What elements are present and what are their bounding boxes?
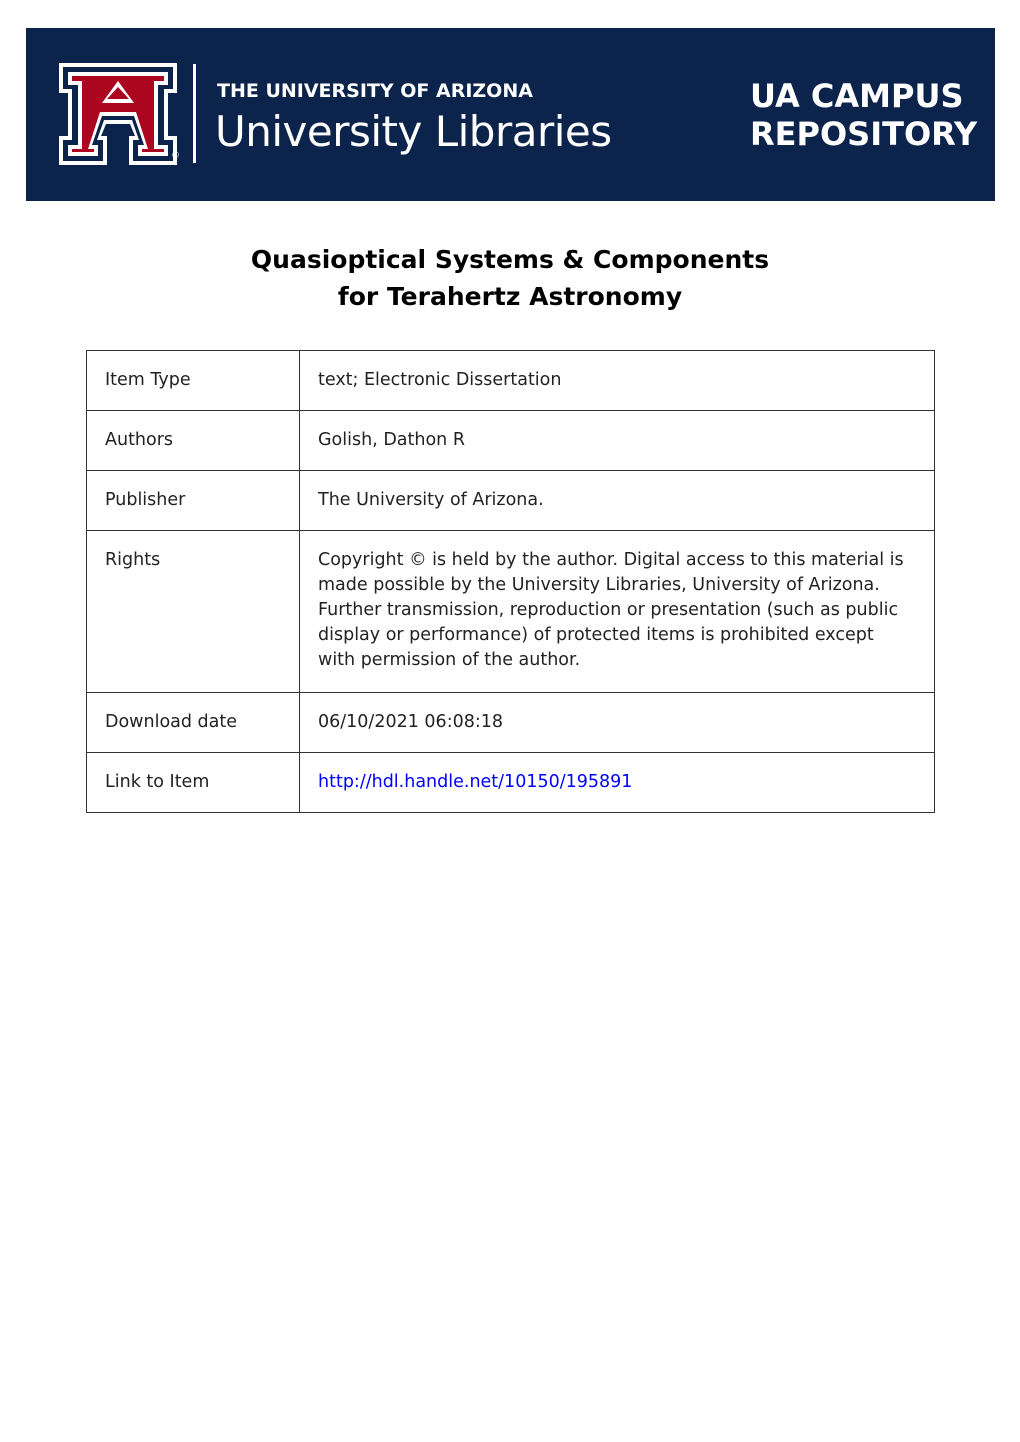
metadata-value: [300, 753, 935, 813]
metadata-label: Authors: [87, 411, 300, 471]
metadata-row-publisher: [87, 471, 935, 531]
institution-name: THE UNIVERSITY OF ARIZONA: [217, 80, 533, 102]
banner-divider: [193, 64, 196, 163]
metadata-value: The University of Arizona.: [300, 471, 935, 531]
document-title: [0, 241, 1020, 315]
registered-trademark-mark: ®: [171, 151, 180, 161]
repository-name-line2: REPOSITORY: [750, 115, 978, 153]
document-title-line2: for Terahertz Astronomy: [337, 282, 683, 311]
metadata-label: Download date: [87, 693, 300, 753]
metadata-row-link-to-item: [87, 753, 935, 813]
header-banner: [26, 28, 995, 201]
metadata-label: Item Type: [87, 351, 300, 411]
repository-name-line1: UA CAMPUS: [750, 77, 964, 115]
metadata-value: text; Electronic Dissertation: [300, 351, 935, 411]
metadata-label: Link to Item: [87, 753, 300, 813]
metadata-row-rights: [87, 531, 935, 693]
metadata-value: Golish, Dathon R: [300, 411, 935, 471]
library-name: University Libraries: [215, 107, 612, 156]
metadata-row-download-date: [87, 693, 935, 753]
item-handle-link[interactable]: http://hdl.handle.net/10150/195891: [318, 772, 633, 792]
metadata-row-authors: [87, 411, 935, 471]
metadata-value: 06/10/2021 06:08:18: [300, 693, 935, 753]
document-title-line1: Quasioptical Systems & Components: [250, 245, 770, 274]
university-of-arizona-a-logo: [59, 63, 177, 165]
metadata-label: Rights: [87, 531, 300, 693]
metadata-label: Publisher: [87, 471, 300, 531]
metadata-row-item-type: [87, 351, 935, 411]
metadata-value: Copyright © is held by the author. Digital access to this material is made possible by the University Libraries, University of Arizona. Further transmission, reproduction or presentation (such as public display or performance) of protected items is prohibited except with permission of the author.: [300, 531, 935, 693]
metadata-table: [86, 350, 935, 813]
